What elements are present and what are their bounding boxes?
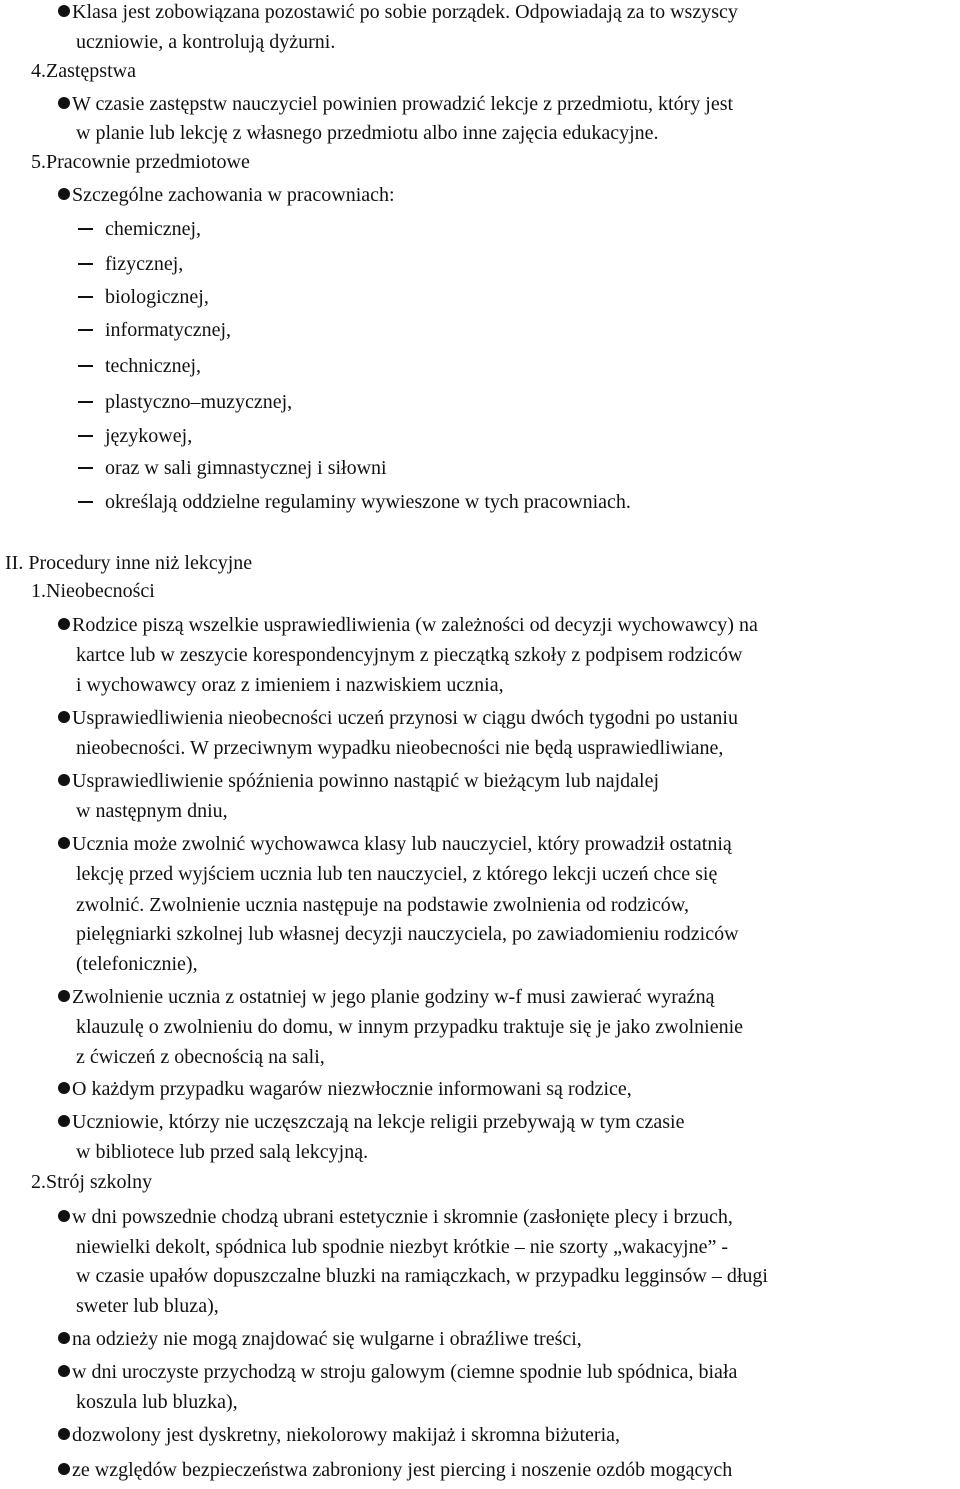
- line-text: oraz w sali gimnastycznej i siłowni: [105, 457, 387, 479]
- bullet-icon: [58, 188, 70, 200]
- bullet-icon: [58, 1365, 70, 1377]
- line-text: klauzulę o zwolnieniu do domu, w innym przypadku traktuje się je jako zwolnienie: [76, 1016, 744, 1038]
- continuation-line: [76, 121, 659, 145]
- continuation-line: [76, 1294, 219, 1318]
- line-text: nieobecności. W przeciwnym wypadku nieobecności nie będą usprawiedliwiane,: [76, 737, 724, 759]
- line-text: 2.Strój szkolny: [31, 1171, 153, 1193]
- bullet-icon: [58, 990, 70, 1002]
- line-text: O każdym przypadku wagarów niezwłocznie informowani są rodzice,: [72, 1078, 632, 1100]
- dash-item: [78, 252, 183, 276]
- bullet-icon: [58, 1115, 70, 1127]
- continuation-line: [76, 1045, 325, 1069]
- line-text: kartce lub w zeszycie korespondencyjnym z pieczątką szkoły z podpisem rodziców: [76, 644, 743, 666]
- line-text: w czasie upałów dopuszczalne bluzki na ramiączkach, w przypadku legginsów – długi: [76, 1265, 768, 1287]
- line-text: z ćwiczeń z obecnością na sali,: [76, 1046, 325, 1068]
- bullet-item: [58, 0, 738, 24]
- continuation-line: [76, 922, 739, 946]
- dash-item: [78, 490, 631, 514]
- line-text: niewielki dekolt, spódnica lub spodnie niezbyt krótkie – nie szorty „wakacyjne” -: [76, 1236, 729, 1258]
- line-text: i wychowawcy oraz z imieniem i nazwiskiem ucznia,: [76, 674, 504, 696]
- line-text: sweter lub bluza),: [76, 1295, 219, 1317]
- line-text: koszula lub bluzka),: [76, 1391, 238, 1413]
- dash-item: [78, 285, 209, 309]
- line-text: zwolnić. Zwolnienie ucznia następuje na podstawie zwolnienia od rodziców,: [76, 894, 689, 916]
- continuation-line: [76, 952, 198, 976]
- bullet-item: [58, 985, 715, 1009]
- bullet-item: [58, 1327, 582, 1351]
- line-text: Usprawiedliwienia nieobecności uczeń przynosi w ciągu dwóch tygodni po ustaniu: [72, 707, 738, 729]
- bullet-icon: [58, 774, 70, 786]
- line-text: na odzieży nie mogą znajdować się wulgarne i obraźliwe treści,: [72, 1328, 582, 1350]
- line-text: fizycznej,: [105, 253, 184, 275]
- bullet-icon: [58, 1463, 70, 1475]
- dash-icon: [78, 296, 93, 298]
- bullet-icon: [58, 97, 70, 109]
- line-text: w dni powszednie chodzą ubrani estetycznie i skromnie (zasłonięte plecy i brzuch,: [72, 1206, 733, 1228]
- bullet-item: [58, 1205, 733, 1229]
- continuation-line: [76, 643, 742, 667]
- line-text: Rodzice piszą wszelkie usprawiedliwienia (w zależności od decyzji wychowawcy) na: [72, 614, 758, 636]
- line-text: ze względów bezpieczeństwa zabroniony jest piercing i noszenie ozdób mogących: [72, 1459, 733, 1481]
- bullet-icon: [58, 711, 70, 723]
- bullet-icon: [58, 1210, 70, 1222]
- subsection-heading: [31, 59, 136, 83]
- line-text: chemicznej,: [105, 218, 202, 240]
- line-text: w następnym dniu,: [76, 800, 228, 822]
- bullet-icon: [58, 5, 70, 17]
- line-text: Ucznia może zwolnić wychowawca klasy lub nauczyciel, który prowadził ostatnią: [72, 833, 732, 855]
- line-text: Uczniowie, którzy nie uczęszczają na lekcje religii przebywają w tym czasie: [72, 1111, 685, 1133]
- continuation-line: [76, 736, 723, 760]
- continuation-line: [76, 1235, 728, 1259]
- dash-item: [78, 354, 201, 378]
- dash-icon: [78, 501, 93, 503]
- line-text: językowej,: [105, 425, 193, 447]
- line-text: informatycznej,: [105, 319, 232, 341]
- bullet-item: [58, 706, 738, 730]
- subsection-heading: [31, 579, 155, 603]
- continuation-line: [76, 1390, 238, 1414]
- line-text: W czasie zastępstw nauczyciel powinien prowadzić lekcje z przedmiotu, który jest: [72, 93, 734, 115]
- line-text: w dni uroczyste przychodzą w stroju galowym (ciemne spodnie lub spódnica, biała: [72, 1361, 738, 1383]
- line-text: Zwolnienie ucznia z ostatniej w jego planie godziny w-f musi zawierać wyraźną: [72, 986, 715, 1008]
- bullet-item: [58, 1110, 684, 1134]
- line-text: lekcję przed wyjściem ucznia lub ten nauczyciel, z którego lekcji uczeń chce się: [76, 863, 718, 885]
- continuation-line: [76, 799, 228, 823]
- subsection-heading: [31, 150, 250, 174]
- dash-icon: [78, 329, 93, 331]
- line-text: II. Procedury inne niż lekcyjne: [5, 552, 253, 574]
- dash-item: [78, 217, 201, 241]
- line-text: określają oddzielne regulaminy wywieszone w tych pracowniach.: [105, 491, 631, 513]
- line-text: Usprawiedliwienie spóźnienia powinno nastąpić w bieżącym lub najdalej: [72, 770, 660, 792]
- bullet-icon: [58, 837, 70, 849]
- line-text: technicznej,: [105, 355, 202, 377]
- dash-item: [78, 390, 292, 414]
- continuation-line: [76, 30, 335, 54]
- line-text: (telefonicznie),: [76, 953, 198, 975]
- line-text: 5.Pracownie przedmiotowe: [31, 151, 250, 173]
- line-text: 1.Nieobecności: [31, 580, 155, 602]
- line-text: w planie lub lekcję z własnego przedmiotu albo inne zajęcia edukacyjne.: [76, 122, 659, 144]
- line-text: plastyczno–muzycznej,: [105, 391, 293, 413]
- section-heading: [5, 551, 252, 575]
- subsection-heading: [31, 1170, 152, 1194]
- dash-icon: [78, 467, 93, 469]
- continuation-line: [76, 893, 689, 917]
- line-text: Klasa jest zobowiązana pozostawić po sobie porządek. Odpowiadają za to wszyscy: [72, 1, 738, 23]
- line-text: w bibliotece lub przed salą lekcyjną.: [76, 1141, 369, 1163]
- line-text: pielęgniarki szkolnej lub własnej decyzji nauczyciela, po zawiadomieniu rodziców: [76, 923, 739, 945]
- line-text: 4.Zastępstwa: [31, 60, 136, 82]
- dash-icon: [78, 263, 93, 265]
- bullet-item: [58, 1423, 620, 1447]
- bullet-icon: [58, 1332, 70, 1344]
- line-text: uczniowie, a kontrolują dyżurni.: [76, 31, 336, 53]
- bullet-icon: [58, 1082, 70, 1094]
- dash-item: [78, 456, 387, 480]
- bullet-item: [58, 832, 732, 856]
- bullet-item: [58, 1360, 737, 1384]
- line-text: dozwolony jest dyskretny, niekolorowy makijaż i skromna biżuteria,: [72, 1424, 621, 1446]
- bullet-item: [58, 183, 395, 207]
- bullet-item: [58, 1458, 732, 1482]
- bullet-item: [58, 769, 659, 793]
- dash-icon: [78, 365, 93, 367]
- dash-item: [78, 318, 231, 342]
- bullet-item: [58, 92, 733, 116]
- continuation-line: [76, 862, 717, 886]
- dash-icon: [78, 228, 93, 230]
- bullet-item: [58, 1077, 632, 1101]
- continuation-line: [76, 1140, 368, 1164]
- dash-item: [78, 424, 192, 448]
- bullet-icon: [58, 618, 70, 630]
- dash-icon: [78, 401, 93, 403]
- continuation-line: [76, 1015, 743, 1039]
- continuation-line: [76, 673, 504, 697]
- line-text: Szczególne zachowania w pracowniach:: [72, 184, 395, 206]
- bullet-item: [58, 613, 758, 637]
- line-text: biologicznej,: [105, 286, 209, 308]
- dash-icon: [78, 435, 93, 437]
- continuation-line: [76, 1264, 768, 1288]
- bullet-icon: [58, 1428, 70, 1440]
